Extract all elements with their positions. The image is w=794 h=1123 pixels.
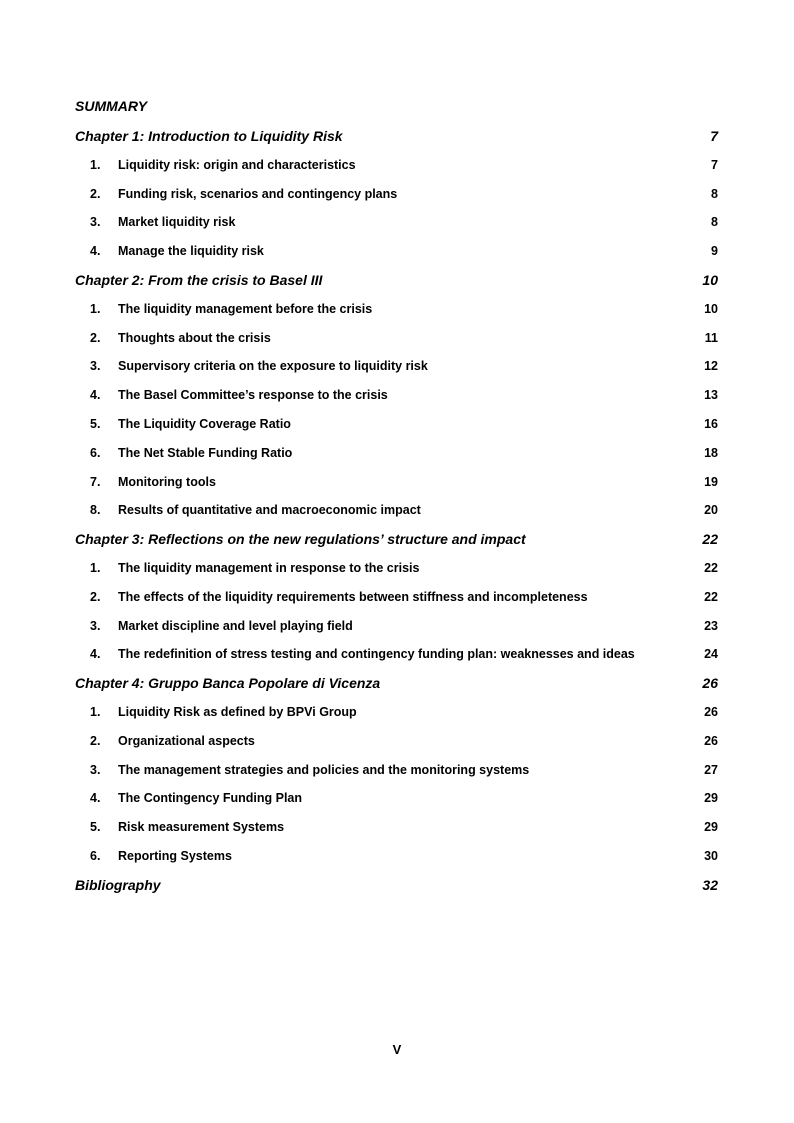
toc-item[interactable]	[75, 789, 718, 818]
item-page-number: 22	[704, 589, 718, 604]
item-page-number: 30	[704, 848, 718, 863]
item-title: The Contingency Funding Plan	[118, 791, 303, 806]
toc-item[interactable]	[75, 501, 718, 530]
toc-bibliography[interactable]	[75, 876, 718, 905]
item-number: 7.	[90, 474, 101, 489]
toc-chapter-2[interactable]	[75, 271, 718, 300]
item-page-number: 7	[711, 157, 718, 172]
item-number: 3.	[90, 215, 101, 230]
toc-chapter-4[interactable]	[75, 674, 718, 703]
toc-item[interactable]	[75, 818, 718, 847]
item-page-number: 22	[704, 560, 718, 575]
chapter-page-number: 22	[702, 531, 718, 548]
toc-item[interactable]	[75, 559, 718, 588]
item-title: Monitoring tools	[118, 474, 216, 489]
item-number: 3.	[90, 618, 101, 633]
item-title: The Liquidity Coverage Ratio	[118, 416, 291, 431]
item-page-number: 24	[704, 647, 718, 662]
item-page-number: 11	[704, 330, 718, 345]
toc-item[interactable]	[75, 415, 718, 444]
toc-item[interactable]	[75, 444, 718, 473]
chapter-page-number: 10	[702, 271, 718, 288]
item-number: 4.	[90, 244, 101, 259]
item-number: 1.	[90, 704, 101, 719]
toc-item[interactable]	[75, 473, 718, 502]
bibliography-title: Bibliography	[75, 876, 161, 893]
toc-item[interactable]	[75, 732, 718, 761]
item-number: 8.	[90, 503, 101, 518]
item-number: 2.	[90, 733, 101, 748]
item-number: 6.	[90, 848, 101, 863]
toc-item[interactable]	[75, 213, 718, 242]
item-title: Manage the liquidity risk	[118, 244, 264, 259]
toc-item[interactable]	[75, 185, 718, 214]
chapter-title: Chapter 3: Reflections on the new regulations’ structure and impact	[75, 531, 526, 548]
item-title: Market discipline and level playing field	[118, 618, 353, 633]
item-page-number: 29	[704, 820, 718, 835]
item-number: 1.	[90, 301, 101, 316]
item-number: 1.	[90, 560, 101, 575]
item-page-number: 18	[704, 445, 718, 460]
item-number: 5.	[90, 820, 101, 835]
item-title: The liquidity management before the crisis	[118, 301, 373, 316]
toc-chapter-1[interactable]	[75, 127, 718, 156]
chapter-title: Chapter 4: Gruppo Banca Popolare di Vicenza	[75, 675, 381, 692]
toc-item[interactable]	[75, 156, 718, 185]
toc-item[interactable]	[75, 617, 718, 646]
item-number: 4.	[90, 647, 101, 662]
item-title: The Net Stable Funding Ratio	[118, 445, 293, 460]
toc-item[interactable]	[75, 242, 718, 271]
item-number: 4.	[90, 791, 101, 806]
item-title: The liquidity management in response to the crisis	[118, 560, 420, 575]
item-page-number: 9	[711, 244, 718, 259]
item-title: Results of quantitative and macroeconomic impact	[118, 503, 421, 518]
toc-item[interactable]	[75, 329, 718, 358]
footer-page-number: V	[392, 1042, 402, 1057]
item-number: 2.	[90, 186, 101, 201]
item-page-number: 8	[711, 215, 718, 230]
chapter-page-number: 26	[702, 675, 718, 692]
item-number: 3.	[90, 762, 101, 777]
toc-item[interactable]	[75, 761, 718, 790]
chapter-title: Chapter 2: From the crisis to Basel III	[75, 271, 323, 288]
item-title: Reporting Systems	[118, 848, 232, 863]
item-number: 1.	[90, 157, 101, 172]
item-title: Supervisory criteria on the exposure to liquidity risk	[118, 359, 428, 374]
item-title: Market liquidity risk	[118, 215, 236, 230]
item-page-number: 26	[704, 733, 718, 748]
item-title: Thoughts about the crisis	[118, 330, 271, 345]
bibliography-page-number: 32	[702, 876, 718, 893]
toc-item[interactable]	[75, 588, 718, 617]
item-page-number: 27	[704, 762, 718, 777]
item-page-number: 16	[704, 416, 718, 431]
item-number: 3.	[90, 359, 101, 374]
table-of-contents	[75, 127, 718, 905]
chapter-title: Chapter 1: Introduction to Liquidity Risk	[75, 128, 343, 144]
chapter-page-number: 7	[710, 128, 718, 144]
item-title: The Basel Committee’s response to the crisis	[118, 388, 388, 403]
item-page-number: 10	[704, 301, 718, 316]
item-page-number: 8	[711, 186, 718, 201]
item-title: Funding risk, scenarios and contingency plans	[118, 186, 398, 201]
summary-heading: SUMMARY	[75, 98, 148, 114]
toc-item[interactable]	[75, 386, 718, 415]
toc-item[interactable]	[75, 847, 718, 876]
item-page-number: 29	[704, 791, 718, 806]
item-number: 2.	[90, 330, 101, 345]
item-number: 5.	[90, 416, 101, 431]
item-number: 6.	[90, 445, 101, 460]
item-page-number: 19	[704, 474, 718, 489]
item-title: The management strategies and policies and the monitoring systems	[118, 762, 530, 777]
toc-item[interactable]	[75, 300, 718, 329]
item-title: Risk measurement Systems	[118, 820, 285, 835]
toc-item[interactable]	[75, 645, 718, 674]
item-number: 4.	[90, 388, 101, 403]
toc-item[interactable]	[75, 357, 718, 386]
item-title: Liquidity Risk as defined by BPVi Group	[118, 704, 357, 719]
item-page-number: 12	[704, 359, 718, 374]
item-page-number: 13	[704, 388, 718, 403]
item-title: Liquidity risk: origin and characteristics	[118, 157, 356, 172]
item-page-number: 23	[704, 618, 718, 633]
item-page-number: 26	[704, 704, 718, 719]
item-page-number: 20	[704, 503, 718, 518]
item-title: Organizational aspects	[118, 733, 255, 748]
item-title: The redefinition of stress testing and contingency funding plan: weaknesses and ideas	[118, 647, 635, 662]
item-number: 2.	[90, 589, 101, 604]
toc-item[interactable]	[75, 703, 718, 732]
toc-chapter-3[interactable]	[75, 530, 718, 559]
item-title: The effects of the liquidity requirements between stiffness and incompleteness	[118, 589, 588, 604]
